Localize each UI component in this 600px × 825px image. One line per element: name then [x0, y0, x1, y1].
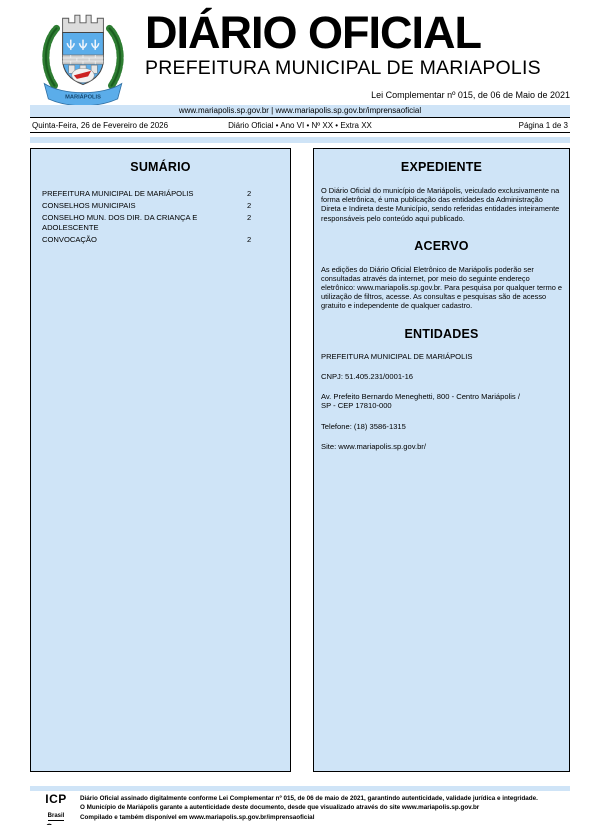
expediente-title: EXPEDIENTE — [400, 160, 483, 174]
edition-label: Diário Oficial • Ano VI • Nº XX • Extra XX — [228, 121, 372, 130]
website-bar: www.mariapolis.sp.gov.br | www.mariapolis.sp.gov.br/imprensaoficial — [30, 105, 570, 118]
summary-item-page: 2 — [247, 189, 252, 198]
edition-info-row — [30, 118, 570, 133]
entity-site: Site: www.mariapolis.sp.gov.br/ — [321, 441, 426, 451]
icp-logo-text: ICP — [45, 792, 67, 806]
ribbon-label: MARIÁPOLIS — [65, 94, 101, 101]
summary-item-label: CONSELHO MUN. DOS DIR. DA CRIANÇA E ADOLESCENTE — [42, 212, 198, 233]
divider-strip-top — [30, 137, 570, 143]
gazette-subtitle: PREFEITURA MUNICIPAL DE MARIAPOLIS — [145, 56, 541, 79]
masthead — [145, 7, 541, 80]
gazette-title: DIÁRIO OFICIAL — [145, 7, 481, 58]
summary-item-label: CONVOCAÇÃO — [42, 235, 97, 245]
signature-line-2: O Município de Mariápolis garante a autenticidade deste documento, desde que visualizado através do site www.mariapolis.sp.gov.br — [80, 804, 480, 812]
summary-item-page: 2 — [247, 200, 252, 210]
entity-name: PREFEITURA MUNICIPAL DE MARIÁPOLIS — [321, 351, 473, 361]
icp-brasil-logo — [38, 793, 74, 825]
summary-item-label: PREFEITURA MUNICIPAL DE MARIÁPOLIS — [42, 189, 194, 198]
wall-band — [63, 55, 104, 64]
entity-phone: Telefone: (18) 3586-1315 — [321, 421, 406, 431]
summary-item-label: CONSELHOS MUNICIPAIS — [42, 200, 136, 210]
summary-item — [42, 235, 282, 246]
mural-crown — [63, 15, 104, 32]
icp-logo-subtext: Brasil — [47, 813, 65, 819]
acervo-body: As edições do Diário Oficial Eletrônico de Mariápolis poderão ser consultadas através da internet, por meio do seguinte endereço eletrônico: www.mariapolis.sp.gov.br. Para pesquisa por qualquer termo e utilização de filtros, acesse. As consultas e pesquisas são de acesso gratuito e independente de qualquer cadastro. — [321, 264, 563, 311]
signature-line-3: Compilado e também disponível em www.mariapolis.sp.gov.br/imprensaoficial — [80, 813, 315, 821]
entity-cnpj: CNPJ: 51.405.231/0001-16 — [321, 371, 414, 381]
page-indicator: Página 1 de 3 — [518, 121, 568, 130]
signature-line-1: Diário Oficial assinado digitalmente conforme Lei Complementar nº 015, de 06 de maio de 2021, garantindo autenticidade, validade jurídica e integridade. — [80, 795, 538, 802]
summary-item-page: 2 — [247, 235, 252, 245]
municipal-coat-of-arms — [32, 8, 134, 106]
digital-signature-notice — [80, 794, 575, 822]
summary-item — [42, 201, 282, 212]
summary-item-page: 2 — [247, 212, 252, 222]
summary-list — [42, 189, 282, 246]
summary-item — [42, 213, 282, 235]
issue-date: Quinta-Feira, 26 de Fevereiro de 2026 — [32, 121, 169, 130]
summary-box — [30, 148, 291, 772]
summary-title: SUMÁRIO — [130, 160, 191, 174]
expediente-body: O Diário Oficial do município de Mariápolis, veiculado exclusivamente na forma eletrônica, é uma publicação das entidades da Administração Direta e Indireta deste Município, sendo referidas entidades inteiramente responsáveis pelo conteúdo aqui publicado. — [321, 186, 560, 223]
expediente-box — [313, 148, 570, 772]
law-reference: Lei Complementar nº 015, de 06 de Maio de 2021 — [371, 90, 570, 100]
acervo-title: ACERVO — [414, 238, 469, 253]
summary-item — [42, 189, 282, 200]
divider-strip-bottom — [30, 786, 570, 791]
entidades-title: ENTIDADES — [404, 326, 479, 341]
entity-address: Av. Prefeito Bernardo Meneghetti, 800 - Centro Mariápolis / SP - CEP 17810-000 — [321, 391, 520, 411]
